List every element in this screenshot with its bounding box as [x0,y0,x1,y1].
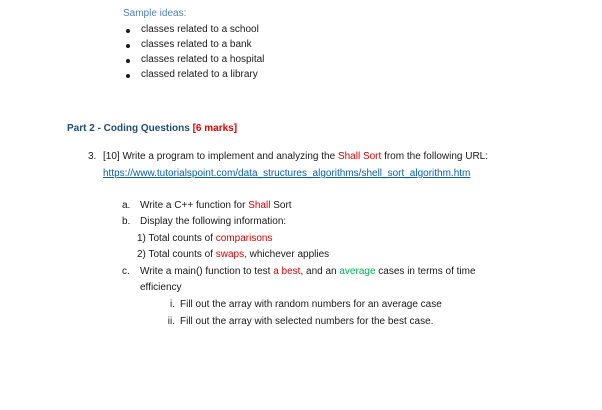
item-c-middle: , and an [300,266,340,277]
item-b-1 [137,233,272,245]
item-c-after: cases in terms of time [375,266,476,277]
list-item: classes related to a hospital [141,54,265,65]
marks-badge: [6 marks] [192,123,238,134]
item-b-text: Display the following information: [140,216,287,227]
item-a-highlight: Shall [248,200,271,211]
bullet-icon [126,59,130,63]
item-c-ii-text: Fill out the array with selected numbers for the best case. [180,316,434,327]
bullet-icon [126,44,130,48]
question-text [103,151,488,163]
tutorial-link[interactable]: https://www.tutorialspoint.com/data_structures_algorithms/shell_sort_algorithm.htm [103,168,471,179]
item-c-i-text: Fill out the array with random numbers for an average case [180,299,442,310]
item-c-average: average [339,266,376,277]
item-b-1-highlight: comparisons [215,233,273,244]
item-c-i-label: i. [170,299,175,310]
question-number: 3. [88,151,97,162]
section-heading [67,123,237,135]
item-b-label: b. [122,216,131,227]
question-text-after: from the following URL: [381,151,489,162]
item-c-text [140,266,476,278]
item-c-ii-label: ii. [167,316,175,327]
bullet-icon [126,29,130,33]
item-a-label: a. [122,200,131,211]
item-c-before: Write a main() function to test [140,266,274,277]
section-heading-text: Part 2 - Coding Questions [67,123,193,134]
list-item: classes related to a school [141,24,259,35]
item-a-before: Write a C++ function for [140,200,249,211]
bullet-icon [126,74,130,78]
item-b-2-highlight: swaps, [215,249,247,260]
item-c-label: c. [122,266,130,277]
sample-ideas-title: Sample ideas: [123,8,187,19]
item-c-best: a best [273,266,301,277]
item-a-text [140,200,292,212]
list-item: classed related to a library [141,69,258,80]
item-a-after: Sort [270,200,292,211]
item-b-2-after: whichever applies [246,249,330,260]
list-item: classes related to a bank [141,39,252,50]
item-b-2-before: 2) Total counts of [137,249,216,260]
question-text-before: [10] Write a program to implement and analyzing the [103,151,338,162]
item-b-1-before: 1) Total counts of [137,233,216,244]
item-c-line2: efficiency [140,282,182,293]
question-highlight: Shall Sort [337,151,382,162]
item-b-2 [137,249,329,261]
